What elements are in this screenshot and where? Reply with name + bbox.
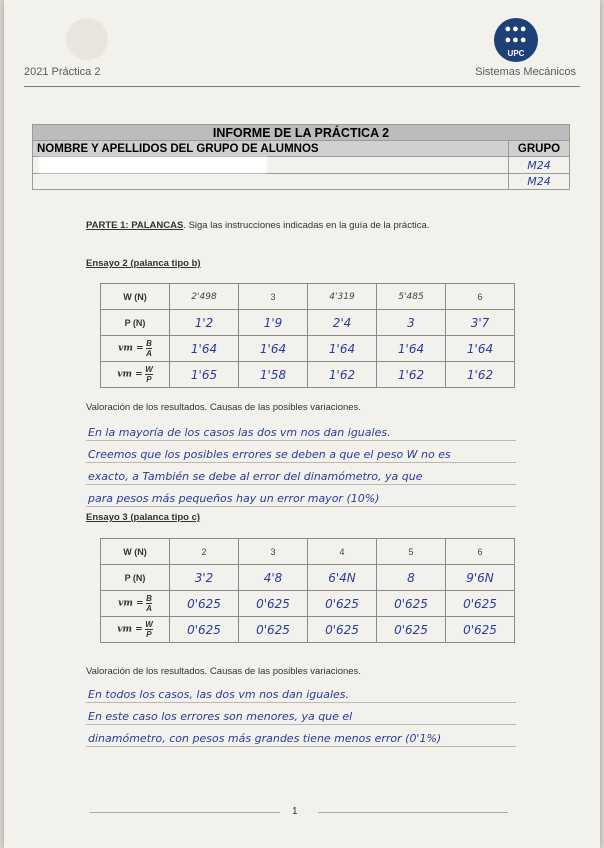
cell: 0'625 (170, 591, 239, 617)
cell: 5'485 (377, 284, 446, 310)
rule (86, 702, 516, 703)
table-row (101, 362, 515, 388)
cell: 4'8 (239, 565, 308, 591)
cell: 1'64 (377, 336, 446, 362)
table-row (101, 539, 515, 565)
part1-label: PARTE 1: PALANCAS (86, 220, 184, 231)
ensayo3-table (100, 538, 515, 643)
rule (86, 440, 516, 441)
cell: 3'2 (170, 565, 239, 591)
faded-logo (66, 18, 108, 60)
handwritten-line: En la mayoría de los casos las dos vm nos dan iguales. (88, 426, 391, 439)
cell: 1'64 (170, 336, 239, 362)
handwritten-line: para pesos más pequeños hay un error mayor (10%) (88, 492, 380, 505)
cell: 0'625 (446, 617, 515, 643)
cell: 6 (446, 284, 515, 310)
row-label: P (N) (101, 310, 170, 336)
row-label: P (N) (101, 565, 170, 591)
upc-logo: ●●● ●●● UPC (494, 18, 538, 62)
cell: 2'4 (308, 310, 377, 336)
footer-rule-left (90, 812, 280, 813)
student-name-redacted (33, 157, 509, 174)
table-row (101, 310, 515, 336)
formula-vm-ba: vm = $\frac{B}{A}$ (101, 591, 170, 617)
ensayo2-title: Ensayo 2 (palanca tipo b) (86, 258, 201, 269)
ensayo2-table (100, 283, 515, 388)
cell: 0'625 (239, 617, 308, 643)
report-header-table (32, 124, 570, 190)
cell: 1'62 (377, 362, 446, 388)
cell: 3'7 (446, 310, 515, 336)
table-row (101, 336, 515, 362)
row-label: W (N) (101, 539, 170, 565)
document-page (4, 0, 600, 848)
ensayo2-valuation-label: Valoración de los resultados. Causas de las posibles variaciones. (86, 402, 361, 413)
cell: 0'625 (446, 591, 515, 617)
cell: 1'2 (170, 310, 239, 336)
table-row (101, 617, 515, 643)
handwritten-line: exacto, a También se debe al error del dinamómetro, ya que (88, 470, 423, 483)
cell: 0'625 (170, 617, 239, 643)
cell: 0'625 (308, 617, 377, 643)
cell: 3 (239, 284, 308, 310)
group-value: M24 (509, 174, 570, 190)
header-divider (24, 86, 580, 87)
rule (86, 484, 516, 485)
names-header: NOMBRE Y APELLIDOS DEL GRUPO DE ALUMNOS (33, 141, 509, 157)
formula-vm-wp: vm = $\frac{W}{P}$ (101, 362, 170, 388)
group-value: M24 (509, 157, 570, 174)
cell: 0'625 (308, 591, 377, 617)
cell: 1'58 (239, 362, 308, 388)
cell: 0'625 (377, 617, 446, 643)
cell: 1'64 (239, 336, 308, 362)
formula-vm-ba: vm = $\frac{B}{A}$ (101, 336, 170, 362)
cell: 0'625 (377, 591, 446, 617)
table-row (101, 565, 515, 591)
cell: 9'6N (446, 565, 515, 591)
cell: 2 (170, 539, 239, 565)
cell: 6 (446, 539, 515, 565)
cell: 3 (239, 539, 308, 565)
handwritten-line: En este caso los errores son menores, ya que el (88, 710, 353, 723)
rule (86, 746, 516, 747)
rule (86, 506, 516, 507)
cell: 8 (377, 565, 446, 591)
rule (86, 462, 516, 463)
student-name-empty (33, 174, 509, 190)
header-course: 2021 Práctica 2 (24, 66, 101, 78)
cell: 0'625 (239, 591, 308, 617)
formula-vm-wp: vm = $\frac{W}{P}$ (101, 617, 170, 643)
row-label: W (N) (101, 284, 170, 310)
cell: 2'498 (170, 284, 239, 310)
cell: 1'62 (446, 362, 515, 388)
cell: 5 (377, 539, 446, 565)
table-row (101, 591, 515, 617)
cell: 1'64 (446, 336, 515, 362)
group-header: GRUPO (509, 141, 570, 157)
footer-rule-right (318, 812, 508, 813)
cell: 4'319 (308, 284, 377, 310)
handwritten-line: dinamómetro, con pesos más grandes tiene menos error (0'1%) (88, 732, 442, 745)
header-subject: Sistemas Mecánicos (475, 66, 576, 78)
rule (86, 724, 516, 725)
part1-text: . Siga las instrucciones indicadas en la guía de la práctica. (183, 220, 430, 231)
cell: 4 (308, 539, 377, 565)
cell: 6'4N (308, 565, 377, 591)
table-row (101, 284, 515, 310)
part1-instructions (86, 220, 429, 231)
cell: 1'9 (239, 310, 308, 336)
cell: 1'62 (308, 362, 377, 388)
handwritten-line: En todos los casos, las dos vm nos dan iguales. (88, 688, 349, 701)
handwritten-line: Creemos que los posibles errores se deben a que el peso W no es (88, 448, 451, 461)
ensayo3-title: Ensayo 3 (palanca tipo c) (86, 512, 201, 523)
ensayo3-valuation-label: Valoración de los resultados. Causas de las posibles variaciones. (86, 666, 361, 677)
cell: 1'65 (170, 362, 239, 388)
cell: 3 (377, 310, 446, 336)
report-title: INFORME DE LA PRÁCTICA 2 (33, 125, 570, 141)
page-number: 1 (292, 806, 298, 817)
cell: 1'64 (308, 336, 377, 362)
